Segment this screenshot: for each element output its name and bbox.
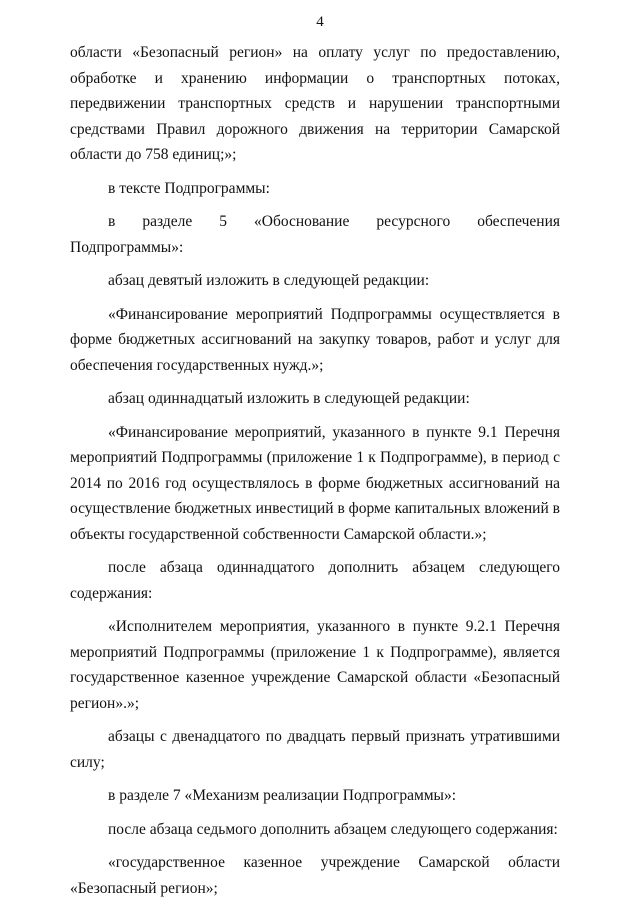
document-body	[70, 40, 560, 901]
paragraph-1: области «Безопасный регион» на оплату услуг по предоставлению, обработке и хранению информации о транспортных потоках, передвижении транспортных средств и нарушении транспортными средствами Правил дорожного движения на территории Самарской области до 758 единиц;»;	[70, 44, 560, 163]
paragraph-12: после абзаца седьмого дополнить абзацем следующего содержания:	[108, 820, 558, 838]
page-number: 4	[316, 14, 324, 30]
paragraph-13: «государственное казенное учреждение Самарской области «Безопасный регион»;	[70, 854, 560, 897]
paragraph-7: «Финансирование мероприятий, указанного в пункте 9.1 Перечня мероприятий Подпрограммы (приложение 1 к Подпрограмме), в период с 2014 по 2016 год осуществлялось в форме бюджетных ассигнований на осуществление бюджетных инвестиций в форме капитальных вложений в объекты государственной собственности Самарской области.»;	[70, 423, 560, 543]
paragraph-3: в разделе 5 «Обоснование ресурсного обеспечения Подпрограммы»:	[70, 213, 560, 256]
paragraph-4: абзац девятый изложить в следующей редакции:	[108, 272, 430, 289]
paragraph-8: после абзаца одиннадцатого дополнить абзацем следующего содержания:	[70, 559, 560, 602]
paragraph-11: в разделе 7 «Механизм реализации Подпрограммы»:	[108, 787, 457, 804]
paragraph-5: «Финансирование мероприятий Подпрограммы осуществляется в форме бюджетных ассигнований на закупку товаров, работ и услуг для обеспечения государственных нужд.»;	[70, 305, 560, 374]
paragraph-6: абзац одиннадцатый изложить в следующей редакции:	[108, 390, 470, 407]
paragraph-10: абзацы с двенадцатого по двадцать первый признать утратившими силу;	[70, 728, 560, 771]
paragraph-2: в тексте Подпрограммы:	[108, 179, 270, 197]
paragraph-9: «Исполнителем мероприятия, указанного в пункте 9.2.1 Перечня мероприятий Подпрограммы (приложение 1 к Подпрограмме), является государственное казенное учреждение Самарской области «Безопасный регион».»;	[70, 618, 560, 712]
